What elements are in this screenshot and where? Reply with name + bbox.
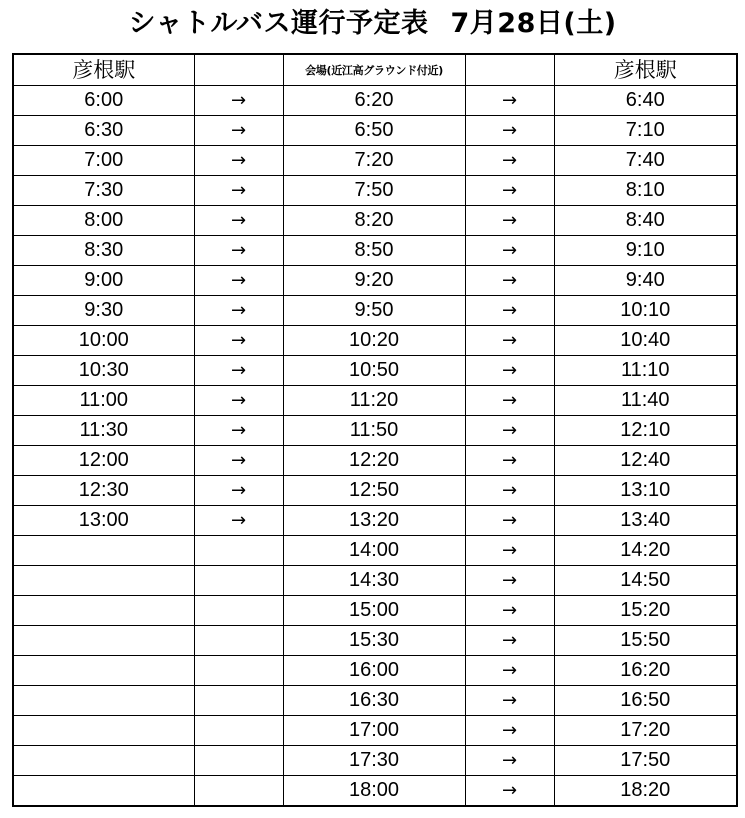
arrow-cell: → <box>194 206 283 236</box>
departure-time-cell: 11:00 <box>13 386 194 416</box>
page-title <box>0 4 745 44</box>
arrow-cell <box>194 596 283 626</box>
arrow-cell: → <box>465 146 554 176</box>
venue-time-cell: 6:50 <box>283 116 465 146</box>
departure-time-cell: 7:00 <box>13 146 194 176</box>
return-time-cell: 8:10 <box>554 176 737 206</box>
table-row <box>13 116 737 146</box>
venue-time-cell: 13:20 <box>283 506 465 536</box>
departure-time-cell <box>13 536 194 566</box>
arrow-cell: → <box>194 266 283 296</box>
venue-time-cell: 11:20 <box>283 386 465 416</box>
arrow-cell: → <box>465 626 554 656</box>
arrow-cell: → <box>194 176 283 206</box>
arrow-cell: → <box>465 116 554 146</box>
departure-time-cell: 6:00 <box>13 86 194 116</box>
venue-time-cell: 15:30 <box>283 626 465 656</box>
title-date: 7月28日(土) <box>450 8 617 39</box>
table-row <box>13 686 737 716</box>
venue-time-cell: 6:20 <box>283 86 465 116</box>
venue-time-cell: 9:50 <box>283 296 465 326</box>
departure-time-cell <box>13 626 194 656</box>
arrow-cell: → <box>465 776 554 807</box>
venue-time-cell: 7:20 <box>283 146 465 176</box>
arrow-cell: → <box>465 596 554 626</box>
arrow-cell: → <box>465 206 554 236</box>
return-time-cell: 12:10 <box>554 416 737 446</box>
table-row <box>13 266 737 296</box>
venue-time-cell: 10:50 <box>283 356 465 386</box>
venue-time-cell: 12:20 <box>283 446 465 476</box>
table-row <box>13 296 737 326</box>
departure-time-cell <box>13 596 194 626</box>
venue-time-cell: 8:50 <box>283 236 465 266</box>
arrow-cell: → <box>465 296 554 326</box>
table-row <box>13 446 737 476</box>
arrow-cell: → <box>465 386 554 416</box>
departure-time-cell <box>13 686 194 716</box>
venue-time-cell: 12:50 <box>283 476 465 506</box>
arrow-cell: → <box>194 326 283 356</box>
departure-time-cell <box>13 746 194 776</box>
return-time-cell: 14:50 <box>554 566 737 596</box>
header-return-station: 彦根駅 <box>554 54 737 86</box>
table-row <box>13 386 737 416</box>
departure-time-cell: 10:00 <box>13 326 194 356</box>
table-row <box>13 416 737 446</box>
venue-time-cell: 17:00 <box>283 716 465 746</box>
venue-time-cell: 18:00 <box>283 776 465 807</box>
table-row <box>13 746 737 776</box>
title-main: シャトルバス運行予定表 <box>128 8 429 39</box>
venue-time-cell: 17:30 <box>283 746 465 776</box>
table-row <box>13 86 737 116</box>
venue-time-cell: 9:20 <box>283 266 465 296</box>
arrow-cell: → <box>194 356 283 386</box>
departure-time-cell: 13:00 <box>13 506 194 536</box>
venue-time-cell: 16:00 <box>283 656 465 686</box>
departure-time-cell: 8:00 <box>13 206 194 236</box>
header-arrow-1 <box>194 54 283 86</box>
arrow-cell <box>194 686 283 716</box>
table-row <box>13 776 737 807</box>
table-row <box>13 176 737 206</box>
departure-time-cell <box>13 566 194 596</box>
return-time-cell: 13:10 <box>554 476 737 506</box>
departure-time-cell: 10:30 <box>13 356 194 386</box>
venue-time-cell: 15:00 <box>283 596 465 626</box>
venue-time-cell: 14:30 <box>283 566 465 596</box>
return-time-cell: 11:40 <box>554 386 737 416</box>
venue-time-cell: 10:20 <box>283 326 465 356</box>
departure-time-cell <box>13 716 194 746</box>
table-row <box>13 536 737 566</box>
arrow-cell: → <box>194 386 283 416</box>
return-time-cell: 16:50 <box>554 686 737 716</box>
table-row <box>13 566 737 596</box>
table-header-row <box>13 54 737 86</box>
return-time-cell: 6:40 <box>554 86 737 116</box>
return-time-cell: 13:40 <box>554 506 737 536</box>
arrow-cell: → <box>465 416 554 446</box>
arrow-cell: → <box>465 446 554 476</box>
arrow-cell: → <box>465 716 554 746</box>
venue-time-cell: 8:20 <box>283 206 465 236</box>
arrow-cell: → <box>194 236 283 266</box>
return-time-cell: 7:40 <box>554 146 737 176</box>
departure-time-cell: 9:00 <box>13 266 194 296</box>
return-time-cell: 7:10 <box>554 116 737 146</box>
return-time-cell: 17:20 <box>554 716 737 746</box>
table-row <box>13 206 737 236</box>
arrow-cell <box>194 626 283 656</box>
timetable <box>12 53 738 807</box>
arrow-cell <box>194 566 283 596</box>
return-time-cell: 10:40 <box>554 326 737 356</box>
arrow-cell: → <box>194 116 283 146</box>
departure-time-cell: 7:30 <box>13 176 194 206</box>
return-time-cell: 15:50 <box>554 626 737 656</box>
table-row <box>13 716 737 746</box>
table-row <box>13 476 737 506</box>
departure-time-cell: 9:30 <box>13 296 194 326</box>
return-time-cell: 16:20 <box>554 656 737 686</box>
venue-time-cell: 16:30 <box>283 686 465 716</box>
arrow-cell: → <box>194 146 283 176</box>
table-row <box>13 596 737 626</box>
arrow-cell: → <box>465 686 554 716</box>
arrow-cell: → <box>465 266 554 296</box>
arrow-cell: → <box>194 446 283 476</box>
arrow-cell: → <box>194 506 283 536</box>
arrow-cell: → <box>465 86 554 116</box>
header-arrow-2 <box>465 54 554 86</box>
departure-time-cell <box>13 656 194 686</box>
venue-time-cell: 11:50 <box>283 416 465 446</box>
arrow-cell <box>194 536 283 566</box>
arrow-cell: → <box>194 296 283 326</box>
arrow-cell <box>194 746 283 776</box>
arrow-cell: → <box>465 356 554 386</box>
departure-time-cell: 12:00 <box>13 446 194 476</box>
departure-time-cell: 6:30 <box>13 116 194 146</box>
arrow-cell: → <box>465 746 554 776</box>
table-row <box>13 656 737 686</box>
arrow-cell: → <box>465 566 554 596</box>
arrow-cell: → <box>194 416 283 446</box>
return-time-cell: 14:20 <box>554 536 737 566</box>
return-time-cell: 17:50 <box>554 746 737 776</box>
venue-time-cell: 7:50 <box>283 176 465 206</box>
departure-time-cell <box>13 776 194 807</box>
return-time-cell: 15:20 <box>554 596 737 626</box>
table-row <box>13 146 737 176</box>
arrow-cell <box>194 716 283 746</box>
departure-time-cell: 8:30 <box>13 236 194 266</box>
departure-time-cell: 12:30 <box>13 476 194 506</box>
return-time-cell: 8:40 <box>554 206 737 236</box>
table-row <box>13 506 737 536</box>
arrow-cell: → <box>465 536 554 566</box>
return-time-cell: 9:40 <box>554 266 737 296</box>
departure-time-cell: 11:30 <box>13 416 194 446</box>
arrow-cell: → <box>465 506 554 536</box>
table-row <box>13 626 737 656</box>
table-row <box>13 326 737 356</box>
venue-time-cell: 14:00 <box>283 536 465 566</box>
table-row <box>13 356 737 386</box>
return-time-cell: 10:10 <box>554 296 737 326</box>
arrow-cell: → <box>465 656 554 686</box>
arrow-cell: → <box>194 86 283 116</box>
header-departure-station: 彦根駅 <box>13 54 194 86</box>
return-time-cell: 9:10 <box>554 236 737 266</box>
return-time-cell: 12:40 <box>554 446 737 476</box>
timetable-body <box>13 54 737 806</box>
arrow-cell <box>194 656 283 686</box>
return-time-cell: 18:20 <box>554 776 737 807</box>
return-time-cell: 11:10 <box>554 356 737 386</box>
arrow-cell: → <box>194 476 283 506</box>
table-row <box>13 236 737 266</box>
arrow-cell: → <box>465 476 554 506</box>
arrow-cell: → <box>465 176 554 206</box>
header-venue: 会場(近江高グラウンド付近) <box>283 54 465 86</box>
arrow-cell: → <box>465 236 554 266</box>
arrow-cell <box>194 776 283 807</box>
arrow-cell: → <box>465 326 554 356</box>
